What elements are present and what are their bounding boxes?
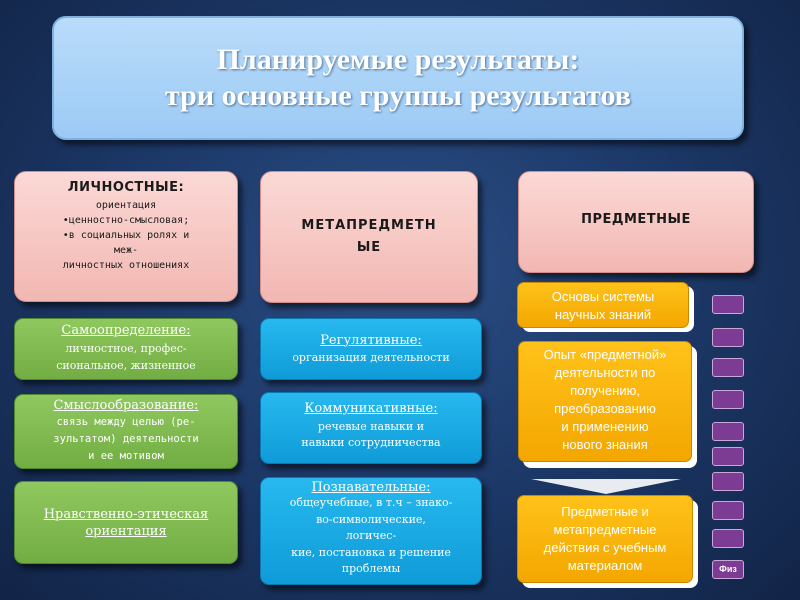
item-line: навыки сотрудничества	[301, 436, 441, 449]
title-line-2: три основные группы результатов	[165, 79, 631, 112]
subject-chip[interactable]	[712, 390, 744, 409]
personal-item-meaning-formation	[14, 394, 238, 469]
title-banner	[52, 16, 744, 140]
item-heading: Регулятивные:	[320, 332, 422, 348]
personal-line: меж-	[113, 245, 139, 256]
item-line: и ее мотивом	[88, 450, 164, 462]
subject-chip[interactable]	[712, 422, 744, 441]
item-line: научных знаний	[554, 307, 652, 322]
item-line: кие, постановка и решение	[291, 545, 451, 559]
subject-chip-physics[interactable]: Физ	[712, 560, 744, 579]
item-line: материалом	[567, 558, 643, 573]
item-line: проблемы	[341, 562, 401, 575]
item-line: Основы системы	[551, 289, 655, 304]
item-heading: Самоопределение:	[61, 323, 191, 338]
personal-line: ориентация	[95, 200, 157, 211]
subject-item-activity-experience	[518, 341, 692, 462]
item-heading: Нравственно-этическая	[43, 506, 209, 522]
item-line: зультатом) деятельности	[53, 433, 199, 445]
subject-heading: ПРЕДМЕТНЫЕ	[581, 211, 691, 227]
item-line: метапредметные	[553, 522, 657, 537]
item-heading: Коммуникативные:	[304, 401, 438, 416]
item-line: ориентация	[85, 523, 167, 539]
item-line: Опыт «предметной»	[543, 347, 667, 362]
meta-results-header	[260, 171, 478, 303]
subject-chip[interactable]	[712, 358, 744, 377]
item-line: организация деятельности	[292, 350, 450, 364]
meta-heading-line-2: ЫЕ	[356, 240, 382, 255]
item-line: деятельности по	[554, 365, 656, 380]
down-arrow-icon	[521, 477, 691, 495]
subject-item-actions-with-material	[517, 495, 693, 583]
title-line-1: Планируемые результаты:	[216, 43, 580, 76]
item-line: речевые навыки и	[317, 420, 425, 433]
personal-line: •в социальных ролях и	[62, 230, 190, 241]
subject-item-knowledge-basis	[517, 282, 689, 328]
personal-heading: ЛИЧНОСТНЫЕ:	[67, 180, 185, 195]
subject-chip[interactable]	[712, 328, 744, 347]
item-line: общеучебные, в т.ч – знако-	[289, 496, 453, 509]
meta-item-cognitive	[260, 477, 482, 585]
item-line: действия с учебным	[543, 540, 667, 555]
personal-results-header	[14, 171, 238, 302]
meta-item-regulatory	[260, 318, 482, 380]
personal-line: •ценностно-смысловая;	[62, 215, 190, 226]
personal-item-moral-ethical	[14, 481, 238, 564]
item-line: связь между целью (ре-	[56, 416, 196, 428]
personal-line: личностных отношениях	[62, 260, 190, 271]
personal-item-self-determination	[14, 318, 238, 380]
item-line: логичес-	[345, 529, 397, 542]
subject-chip[interactable]	[712, 447, 744, 466]
item-line: получению,	[570, 383, 640, 398]
subject-results-header	[518, 171, 754, 273]
meta-item-communicative	[260, 392, 482, 464]
item-line: нового знания	[562, 437, 648, 452]
subject-chip[interactable]	[712, 472, 744, 491]
item-heading: Познавательные:	[311, 480, 431, 495]
subject-chip[interactable]	[712, 501, 744, 520]
item-heading: Смыслообразование:	[53, 398, 199, 413]
subject-chip[interactable]	[712, 295, 744, 314]
item-line: Предметные и	[561, 504, 649, 519]
item-line: во-символические,	[316, 512, 426, 526]
item-line: сиональное, жизненное	[56, 359, 196, 372]
item-line: и применению	[561, 419, 649, 434]
subject-chip[interactable]	[712, 529, 744, 548]
item-line: личностное, профес-	[65, 342, 187, 355]
meta-heading-line-1: МЕТАПРЕДМЕТН	[301, 218, 437, 233]
item-line: преобразованию	[554, 401, 656, 416]
